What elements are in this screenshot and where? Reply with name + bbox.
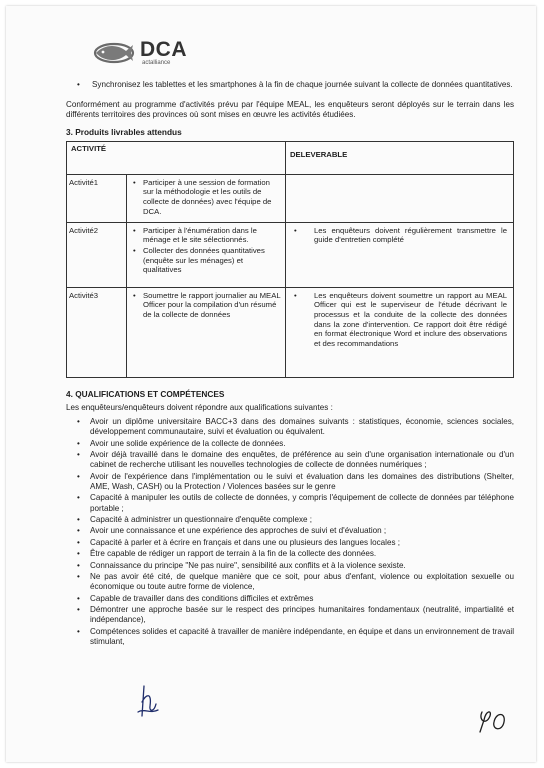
- task-cell: [127, 222, 286, 287]
- table-row: [67, 287, 514, 377]
- task-item: • Soumettre le rapport journalier au MEAL Officer pour la compilation d'un résumé de la collecte de données: [131, 291, 281, 320]
- activity-cell: Activité3: [67, 287, 127, 377]
- list-item: • Avoir un diplôme universitaire BACC+3 dans des domaines suivants : statistiques, économie, sciences sociales, développement communautaire, suivi et évaluation ou équivalent.: [66, 417, 514, 437]
- document-body: [66, 80, 514, 648]
- activity-cell: Activité1: [67, 174, 127, 222]
- task-cell: [127, 287, 286, 377]
- section-3-heading: 3. Produits livrables attendus: [66, 126, 182, 137]
- deliverables-table: [66, 141, 514, 378]
- list-item: • Avoir de l'expérience dans l'implémentation ou le suivi et évaluation dans les domaines des distributions (Shelter, AME, Wash, CASH) ou la Protection / Violences basées sur le genre: [66, 472, 514, 492]
- list-item: • Ne pas avoir été cité, de quelque manière que ce soit, pour abus d'enfant, violence ou exploitation sexuelle ou économique ou toute autre forme de violence,: [66, 572, 514, 592]
- list-item: • Connaissance du principe "Ne pas nuire", sensibilité aux conflits et à la violence sexiste.: [66, 561, 514, 571]
- deliverable-cell: [286, 222, 514, 287]
- column-header-activity: ACTIVITÉ: [67, 141, 286, 174]
- logo-tagline: actalliance: [142, 60, 171, 66]
- list-item: • Compétences solides et capacité à travailler de manière indépendante, en équipe et dans un environnement de travail stimulant,: [66, 627, 514, 647]
- task-item: • Collecter des données quantitatives (enquête sur les ménages) et qualitatives: [131, 246, 281, 275]
- task-item: • Participer à l'énumération dans le ménage et le site sélectionnés.: [131, 226, 281, 245]
- list-item: • Synchronisez les tablettes et les smartphones à la fin de chaque journée suivant la collecte de données quantitatives.: [66, 80, 514, 90]
- deployment-paragraph: Conformément au programme d'activités prévu par l'équipe MEAL, les enquêteurs seront déployés sur le terrain dans les différents territoires des provinces où sont mises en œuvre les activités étudiées.: [66, 100, 514, 120]
- list-item: • Avoir déjà travaillé dans le domaine des enquêtes, de préférence au sein d'une organisation internationale ou d'un cabinet de recherche utilisant les nouvelles technologies de collecte de données numériques ;: [66, 450, 514, 470]
- logo-name: DCA: [140, 38, 187, 61]
- list-item: • Être capable de rédiger un rapport de terrain à la fin de la collecte des données.: [66, 549, 514, 559]
- list-item: • Capacité à manipuler les outils de collecte de données, y compris l'équipement de collecte de données par téléphone portable ;: [66, 493, 514, 513]
- section-4-heading: 4. QUALIFICATIONS ET COMPÉTENCES: [66, 388, 225, 399]
- initials-signature: [134, 682, 164, 722]
- table-row: [67, 222, 514, 287]
- list-item: • Démontrer une approche basée sur le respect des principes humanitaires fondamentaux (neutralité, impartialité et indépendance),: [66, 605, 514, 625]
- top-bullet-list: [66, 80, 514, 90]
- list-item: • Avoir une solide expérience de la collecte de données.: [66, 439, 514, 449]
- document-page: [6, 6, 536, 762]
- deliverable-cell: [286, 174, 514, 222]
- column-header-deliverable: DELEVERABLE: [286, 141, 514, 174]
- deliverable-item: • Les enquêteurs doivent régulièrement transmettre le guide d'entretien complété: [292, 226, 507, 245]
- list-item: • Capable de travailler dans des conditions difficiles et extrêmes: [66, 594, 514, 604]
- table-row: [67, 174, 514, 222]
- list-item: • Avoir une connaissance et une expérience des approches de suivi et d'évaluation ;: [66, 526, 514, 536]
- fish-logo-icon: [92, 38, 136, 68]
- deliverable-cell: [286, 287, 514, 377]
- dca-logo: [92, 38, 187, 68]
- handwritten-page-mark: [476, 706, 512, 736]
- qualifications-intro: Les enquêteurs/enquêteurs doivent répondre aux qualifications suivantes :: [66, 403, 333, 413]
- deliverable-item: • Les enquêteurs doivent soumettre un rapport au MEAL Officer qui est le superviseur de l'étude décrivant le processus et la conduite de la collecte des données dans la zone d'intervention. Ce rapport doit être rédigé en format électronique Word et inclure des observations et des recommandations: [292, 291, 507, 349]
- table-header-row: [67, 141, 514, 174]
- list-item: • Capacité à administrer un questionnaire d'enquête complexe ;: [66, 515, 514, 525]
- qualifications-list: [66, 417, 514, 647]
- task-item: • Participer à une session de formation sur la méthodologie et les outils de collecte de données) avec l'équipe de DCA.: [131, 178, 281, 216]
- activity-cell: Activité2: [67, 222, 127, 287]
- task-cell: [127, 174, 286, 222]
- list-item: • Capacité à parler et à écrire en français et dans une ou plusieurs des langues locales ;: [66, 538, 514, 548]
